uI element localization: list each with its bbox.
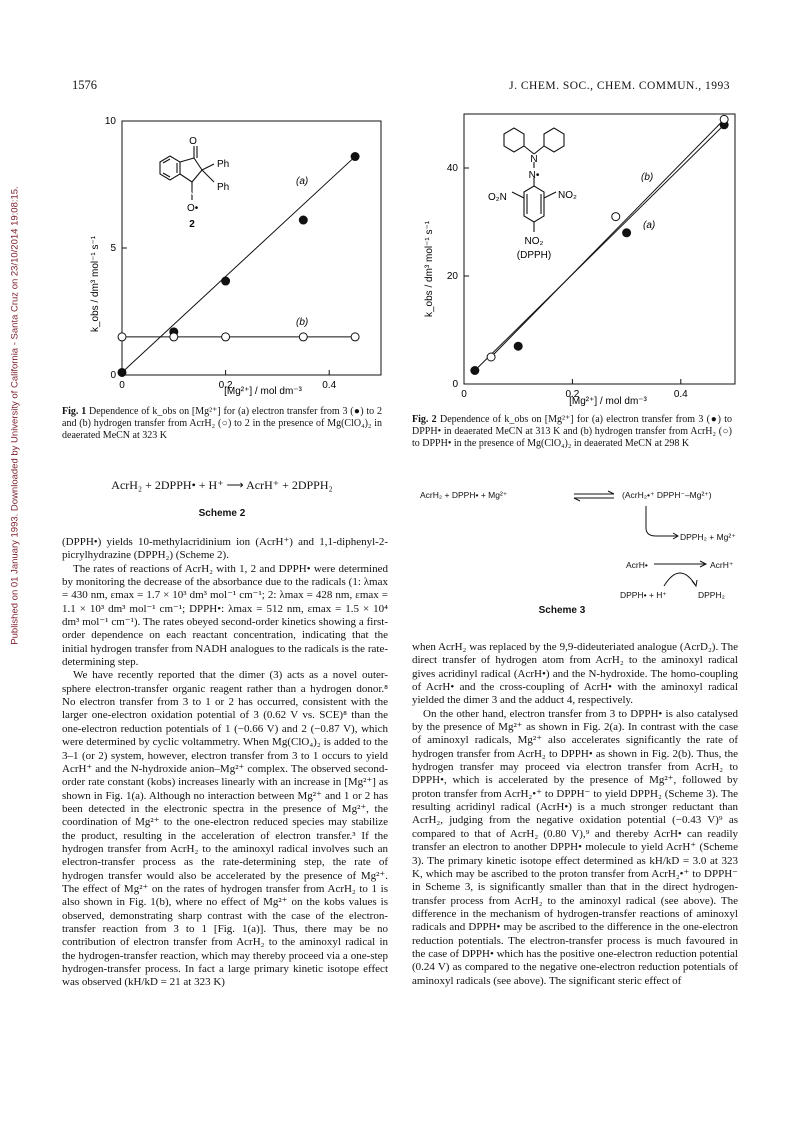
- x-tick-label: 0.2: [218, 380, 233, 391]
- paragraph: (DPPH•) yields 10-methylacridinium ion (AcrH⁺) and 1,1-diphenyl-2-picrylhydrazine (DPPH₂) (Scheme 2).: [62, 536, 388, 562]
- figure-2-caption: [412, 414, 732, 450]
- no2-bottom-label: NO₂: [524, 236, 544, 247]
- open-data-point: [299, 333, 307, 341]
- fig1-caption-text: Dependence of k_obs on [Mg²⁺] for (a) electron transfer from 3 (●) to 2 and (b) hydrogen transfer from AcrH₂ (○) to 2 in the presence of Mg(ClO₄)₂ in deaerated MeCN at 323 K: [62, 406, 382, 441]
- open-data-point: [118, 333, 126, 341]
- fig1-caption-bold: Fig. 1: [62, 406, 87, 417]
- paragraph: The rates of reactions of AcrH₂ with 1, 2 and DPPH• were determined by monitoring the decrease of the absorbance due to the radicals (1: λmax = 430 nm, εmax = 1.7 × 10³ dm³ mol⁻¹ cm⁻¹; 2: λmax = 428 nm, εmax = 1.1 × 10³ dm³ mol⁻¹ cm⁻¹; DPPH•: λmax = 512 nm, εmax = 1.5 × 10⁴ dm³ mol⁻¹ cm⁻¹). The rates obeyed second-order kinetics showing a first-order dependence on each reactant concentration, indicating that the initial hydrogen transfer from NADH analogues to the radicals is the rate-determining step.: [62, 562, 388, 669]
- x-axis-label: [Mg²⁺] / mol dm⁻³: [224, 386, 302, 397]
- series-line: [475, 125, 724, 371]
- scheme-2-equation: AcrH₂ + 2DPPH• + H⁺ ⟶ AcrH⁺ + 2DPPH₂: [111, 478, 333, 492]
- y-tick-label: 0: [110, 370, 116, 381]
- figure-1-chart: [78, 112, 388, 412]
- left-column-text: [62, 536, 388, 990]
- fig2-caption-text: Dependence of k_obs on [Mg²⁺] for (a) electron transfer from 3 (●) to DPPH• in deaerated MeCN at 313 K and (b) hydrogen transfer from AcrH₂ (○) to DPPH• in the presence of Mg(ClO₄)₂ in deaerated MeCN at 298 K: [412, 414, 732, 449]
- figure-1-caption: [62, 406, 382, 442]
- scheme3-acr-cation: AcrH⁺: [710, 560, 734, 570]
- ph-label-1: Ph: [217, 159, 230, 170]
- open-data-point: [487, 353, 495, 361]
- n-label-top: N: [530, 154, 538, 165]
- down-curve-arrow-icon: [642, 504, 682, 544]
- scheme-3-label: Scheme 3: [538, 605, 586, 616]
- equilibrium-arrow-icon: [572, 490, 616, 502]
- filled-data-point: [623, 229, 631, 237]
- journal-header: J. CHEM. SOC., CHEM. COMMUN., 1993: [509, 80, 730, 92]
- x-tick-label: 0: [461, 389, 467, 400]
- x-tick-label: 0.4: [322, 380, 337, 391]
- right-column-text: [412, 641, 738, 988]
- scheme3-acr-radical: AcrH•: [626, 560, 648, 570]
- y-axis-label: k_obs / dm³ mol⁻¹ s⁻¹: [424, 220, 435, 317]
- scheme3-product: DPPH₂ + Mg²⁺: [680, 532, 736, 542]
- filled-data-point: [299, 216, 307, 224]
- open-data-point: [170, 333, 178, 341]
- open-data-point: [222, 333, 230, 341]
- series-b-label: (b): [296, 317, 309, 328]
- scheme-3: [412, 484, 742, 624]
- open-data-point: [720, 115, 728, 123]
- n-label: N: [187, 187, 195, 198]
- page-number: 1576: [72, 78, 97, 92]
- paragraph: On the other hand, electron transfer from 3 to DPPH• is also catalysed by the presence of Mg²⁺ as shown in Fig. 2(a). In contrast with the case of aminoxyl radicals, Mg²⁺ also accelerates significantly the rate of hydrogen transfer from AcrH₂ to DPPH• as shown in Fig. 2(b). Thus, the hydrogen transfer may proceed via electron transfer from AcrH₂ to DPPH•, which is accelerated by the presence of Mg²⁺, followed by proton transfer from AcrH₂•⁺ to DPPH⁻ to yield DPPH₂ (Scheme 3). The resulting acridinyl radical (AcrH•) is a much stronger reductant than AcrH₂, judging from the negative oxidation potential (−0.43 V)⁹ as compared to that of AcrH₂ (0.80 V),⁹ and thereby AcrH• can readily transfer an electron to another DPPH• molecule to yield AcrH⁺ (Scheme 3). The primary kinetic isotope effect determined as kH/kD = 3.0 at 323 K, which may be ascribed to the proton transfer from AcrH₂•⁺ to DPPH⁻ in Scheme 3, is significantly smaller than that in the direct hydrogen-transfer process from AcrH₂ to the aminoxyl radical (see above). The difference in the mechanism of hydrogen-transfer reactions of aminoxyl radicals and DPPH• may be ascribed to the difference in the one-electron reduction potentials. The electron-transfer process is much favoured in the case of DPPH• which has the positive one-electron reduction potential (0.24 V) as compared to the negative one-electron reduction potentials of aminoxyl radicals (see above). The significant steric effect of: [412, 707, 738, 987]
- electron-transfer-arrow-icon: [650, 556, 710, 590]
- scheme3-reactants: AcrH₂ + DPPH• + Mg²⁺: [420, 490, 508, 500]
- figure-2-chart: [416, 112, 746, 412]
- series-a-label: (a): [296, 176, 309, 187]
- ph-label-2: Ph: [217, 182, 230, 193]
- o2n-label: O₂N: [488, 192, 507, 203]
- filled-data-point: [118, 368, 126, 376]
- fig2-caption-bold: Fig. 2: [412, 414, 437, 425]
- open-data-point: [612, 213, 620, 221]
- filled-data-point: [471, 367, 479, 375]
- y-tick-label: 40: [446, 163, 458, 174]
- y-tick-label: 20: [446, 271, 458, 282]
- y-tick-label: 5: [110, 243, 116, 254]
- n-radical-label: N•: [528, 170, 540, 181]
- x-axis-label: [Mg²⁺] / mol dm⁻³: [569, 396, 647, 407]
- x-tick-label: 0: [119, 380, 125, 391]
- no2-right-label: NO₂: [558, 190, 577, 201]
- filled-data-point: [514, 342, 522, 350]
- paragraph: when AcrH₂ was replaced by the 9,9-dideuteriated analogue (AcrD₂). The direct transfer of hydrogen atom from AcrH₂ to the aminoxyl radical gives acridinyl radical (AcrH•) and the N-hydroxide. The homo-coupling of AcrH• and the cross-coupling of AcrH• with the aminoxyl radical yielded the dimer 3 and the adduct 4, respectively.: [412, 641, 738, 707]
- dpph-label: (DPPH): [516, 250, 552, 261]
- filled-data-point: [222, 277, 230, 285]
- paragraph: We have recently reported that the dimer (3) acts as a novel outer-sphere electron-transfer organic reagent rather than a hydrogen donor.⁸ No electron transfer from 3 to 1 or 2 has occurred, consistent with the larger one-electron oxidation potential of 3 (0.62 V vs. SCE)⁸ than the one-electron reduction potentials of 1 (−0.66 V) and 2 (−0.87 V), which were determined by cyclic voltammetry. When Mg(ClO₄)₂ is added to the 3–1 (or 2) system, however, electron transfer from 3 to 1 occurs to yield AcrH⁺ and the N-hydroxide anion–Mg²⁺ complex. The observed second-order rate constant (kobs) increases linearly with an increase in [Mg²⁺] as shown in Fig. 1(a). Although no interaction between Mg²⁺ and 1 or 2 has been detected in the electronic spectra in the presence of Mg²⁺, the coordination of Mg²⁺ to the one-electron reduced species may stabilize the product, resulting in the acceleration of electron transfer.³ If the hydrogen transfer from AcrH₂ to the aminoxyl radical involves such an electron-transfer process as the rate-determining step, the rate of hydrogen transfer would also be accelerated by the presence of Mg²⁺. The effect of Mg²⁺ on the rates of hydrogen transfer from AcrH₂ to 1 is also shown in Fig. 1(b), where no effect of Mg²⁺ on the kobs values is observed, demonstrating sharp contrast with the case of the electron-transfer reaction from 3 to 1 [Fig. 1(a)]. Thus, there may be no contribution of electron transfer from AcrH₂ to the aminoxyl radical in the hydrogen-transfer reaction, which may thereby proceed via a one-step hydrogen-transfer process. In fact a large primary kinetic isotope effect was observed (kH/kD = 21 at 323 K): [62, 669, 388, 989]
- x-tick-label: 0.4: [673, 389, 688, 400]
- y-axis-label: k_obs / dm³ mol⁻¹ s⁻¹: [90, 235, 101, 332]
- o-radical-label: O•: [187, 203, 199, 214]
- scheme-2-label: Scheme 2: [198, 508, 246, 519]
- x-tick-label: 0.2: [565, 389, 580, 400]
- scheme3-complex: (AcrH₂•⁺ DPPH⁻–Mg²⁺): [622, 490, 712, 500]
- scheme3-dpph2: DPPH₂: [698, 590, 725, 600]
- download-watermark: Published on 01 January 1993. Downloaded by University of California - Santa Cruz on 23/10/2014 19:08:15.: [9, 186, 21, 645]
- carbonyl-o-label: O: [189, 136, 197, 147]
- scheme3-dpph-h: DPPH• + H⁺: [620, 590, 667, 600]
- y-tick-label: 0: [452, 379, 458, 390]
- y-tick-label: 10: [104, 116, 116, 127]
- compound-2-number: 2: [189, 219, 195, 230]
- open-data-point: [351, 333, 359, 341]
- series-a-label: (a): [643, 220, 656, 231]
- filled-data-point: [351, 153, 359, 161]
- series-b-label: (b): [641, 172, 654, 183]
- series-line: [122, 157, 355, 373]
